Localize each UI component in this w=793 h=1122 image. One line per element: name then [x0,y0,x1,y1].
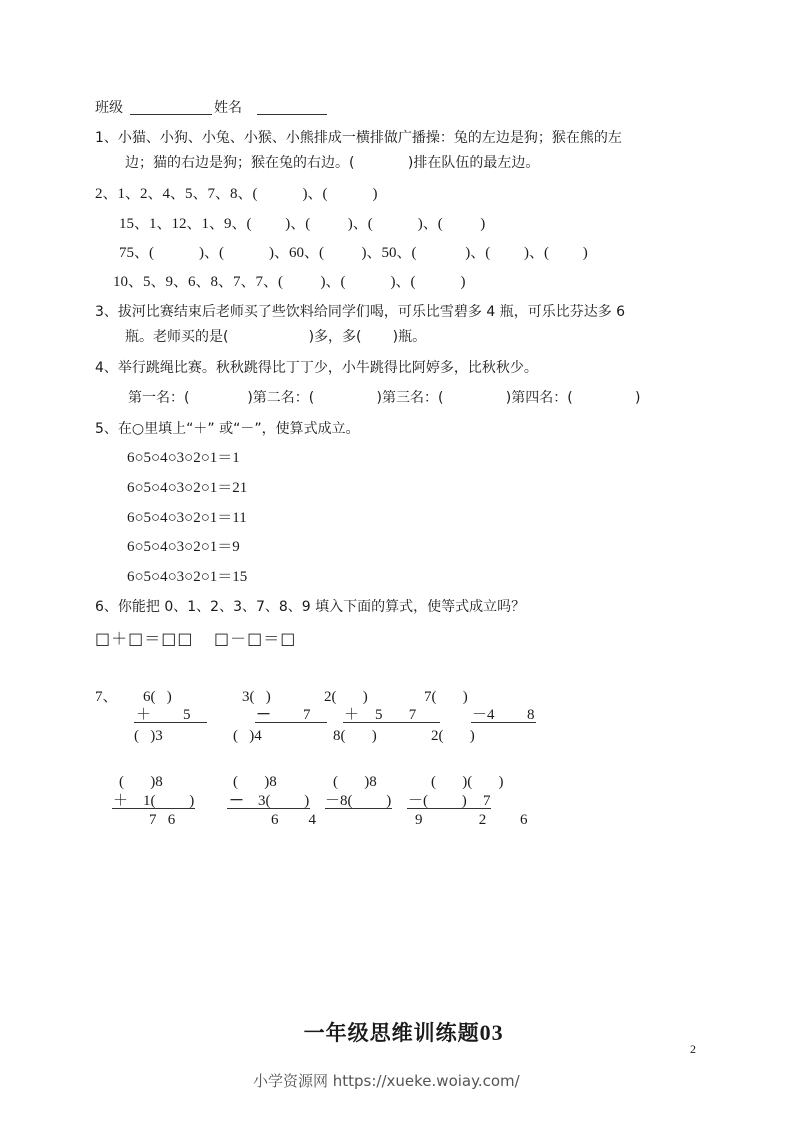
problem-operand: 5 [183,707,191,723]
title-text: 一年级思维训练题 [303,1021,480,1045]
problem-operator: ＋ [113,793,129,809]
q4-line2: 第一名：( )第二名：( )第三名：( )第四名：( ) [128,390,641,406]
q3-line2: 瓶。老师买的是( )多，多( )瓶。 [125,329,427,345]
sum-line [407,808,491,809]
problem-operand: 7 [303,707,311,723]
q2-line3: 75、( )、( )、60、( )、50、( )、( )、( ) [119,245,588,261]
problem-operand: 3( ) [258,793,310,809]
q4-line1: 4、举行跳绳比赛。秋秋跳得比丁丁少，小牛跳得比阿婷多，比秋秋少。 [95,360,538,376]
q6-equation-addition: □＋□＝□□ [95,629,194,648]
title-number: 03 [479,1020,504,1045]
problem-operator: － [229,793,245,809]
q6-equation-subtraction: □－□＝□ [214,629,297,648]
problem-result: ( )4 [233,728,262,744]
q2-line2: 15、1、12、1、9、( )、( )、( )、( ) [119,216,486,232]
problem-top: ( )8 [119,774,163,790]
q5-equation: 6○5○4○3○2○1＝21 [127,480,248,496]
problem-result: 2( ) [431,728,475,744]
problem-result: 6 4 [271,812,316,828]
q5-equation: 6○5○4○3○2○1＝9 [127,539,240,555]
problem-top: 3( ) [242,689,271,705]
sum-line [227,808,310,809]
problem-operator: －8( ) [325,793,392,809]
q1-line1: 1、小猫、小狗、小兔、小猴、小熊排成一横排做广播操：兔的左边是狗；猴在熊的左 [95,130,622,146]
problem-operand: 5 7 [375,707,417,723]
problem-operand: 8 [527,707,535,723]
q5-prompt: 5、在○里填上“＋” 或“－”，使算式成立。 [95,421,360,437]
problem-result: 8( ) [333,728,377,744]
q1-line2: 边；猫的右边是狗；猴在兔的右边。( )排在队伍的最左边。 [125,155,540,171]
class-label: 班级 [95,100,123,116]
problem-top: ( )( ) [431,774,504,790]
problem-operator: ＋ [136,707,152,723]
watermark: 小学资源网 https://xueke.woiay.com/ [253,1072,520,1090]
problem-top: 6( ) [143,689,172,705]
problem-result: 9 2 6 [415,812,528,828]
q5-equation: 6○5○4○3○2○1＝11 [127,510,247,526]
sum-line [325,808,392,809]
problem-operator: ＋ [344,707,360,723]
sum-line [134,722,207,723]
q2-line4: 10、5、9、6、8、7、7、( )、( )、( ) [113,274,466,290]
q3-line1: 3、拔河比赛结束后老师买了些饮料给同学们喝，可乐比雪碧多 4 瓶，可乐比芬达多 6 [95,304,626,320]
worksheet-title [287,993,504,1047]
sum-line [343,722,440,723]
q7-label: 7、 [95,689,118,705]
name-input-line[interactable] [257,114,327,115]
page-number: 2 [690,1042,696,1056]
sum-line [112,808,195,809]
sum-line [471,722,536,723]
problem-top: 2( ) [324,689,368,705]
q5-equation: 6○5○4○3○2○1＝1 [127,450,240,466]
class-input-line[interactable] [130,114,212,115]
problem-operator: － [256,707,272,723]
problem-operator: －( ) [408,793,467,809]
problem-operator: －4 [472,707,495,723]
problem-result: ( )3 [134,728,163,744]
q5-equation: 6○5○4○3○2○1＝15 [127,569,248,585]
problem-top: ( )8 [233,774,277,790]
q2-line1: 2、1、2、4、5、7、8、( )、( ) [95,186,378,202]
problem-result: 7 6 [149,812,176,828]
sum-line [255,722,327,723]
problem-top: 7( ) [424,689,468,705]
q6-prompt: 6、你能把 0、1、2、3、7、8、9 填入下面的算式，使等式成立吗？ [95,599,526,615]
problem-top: ( )8 [333,774,377,790]
name-label: 姓名 [214,100,242,116]
problem-operand: 7 [483,793,491,809]
problem-operand: 1( ) [143,793,195,809]
